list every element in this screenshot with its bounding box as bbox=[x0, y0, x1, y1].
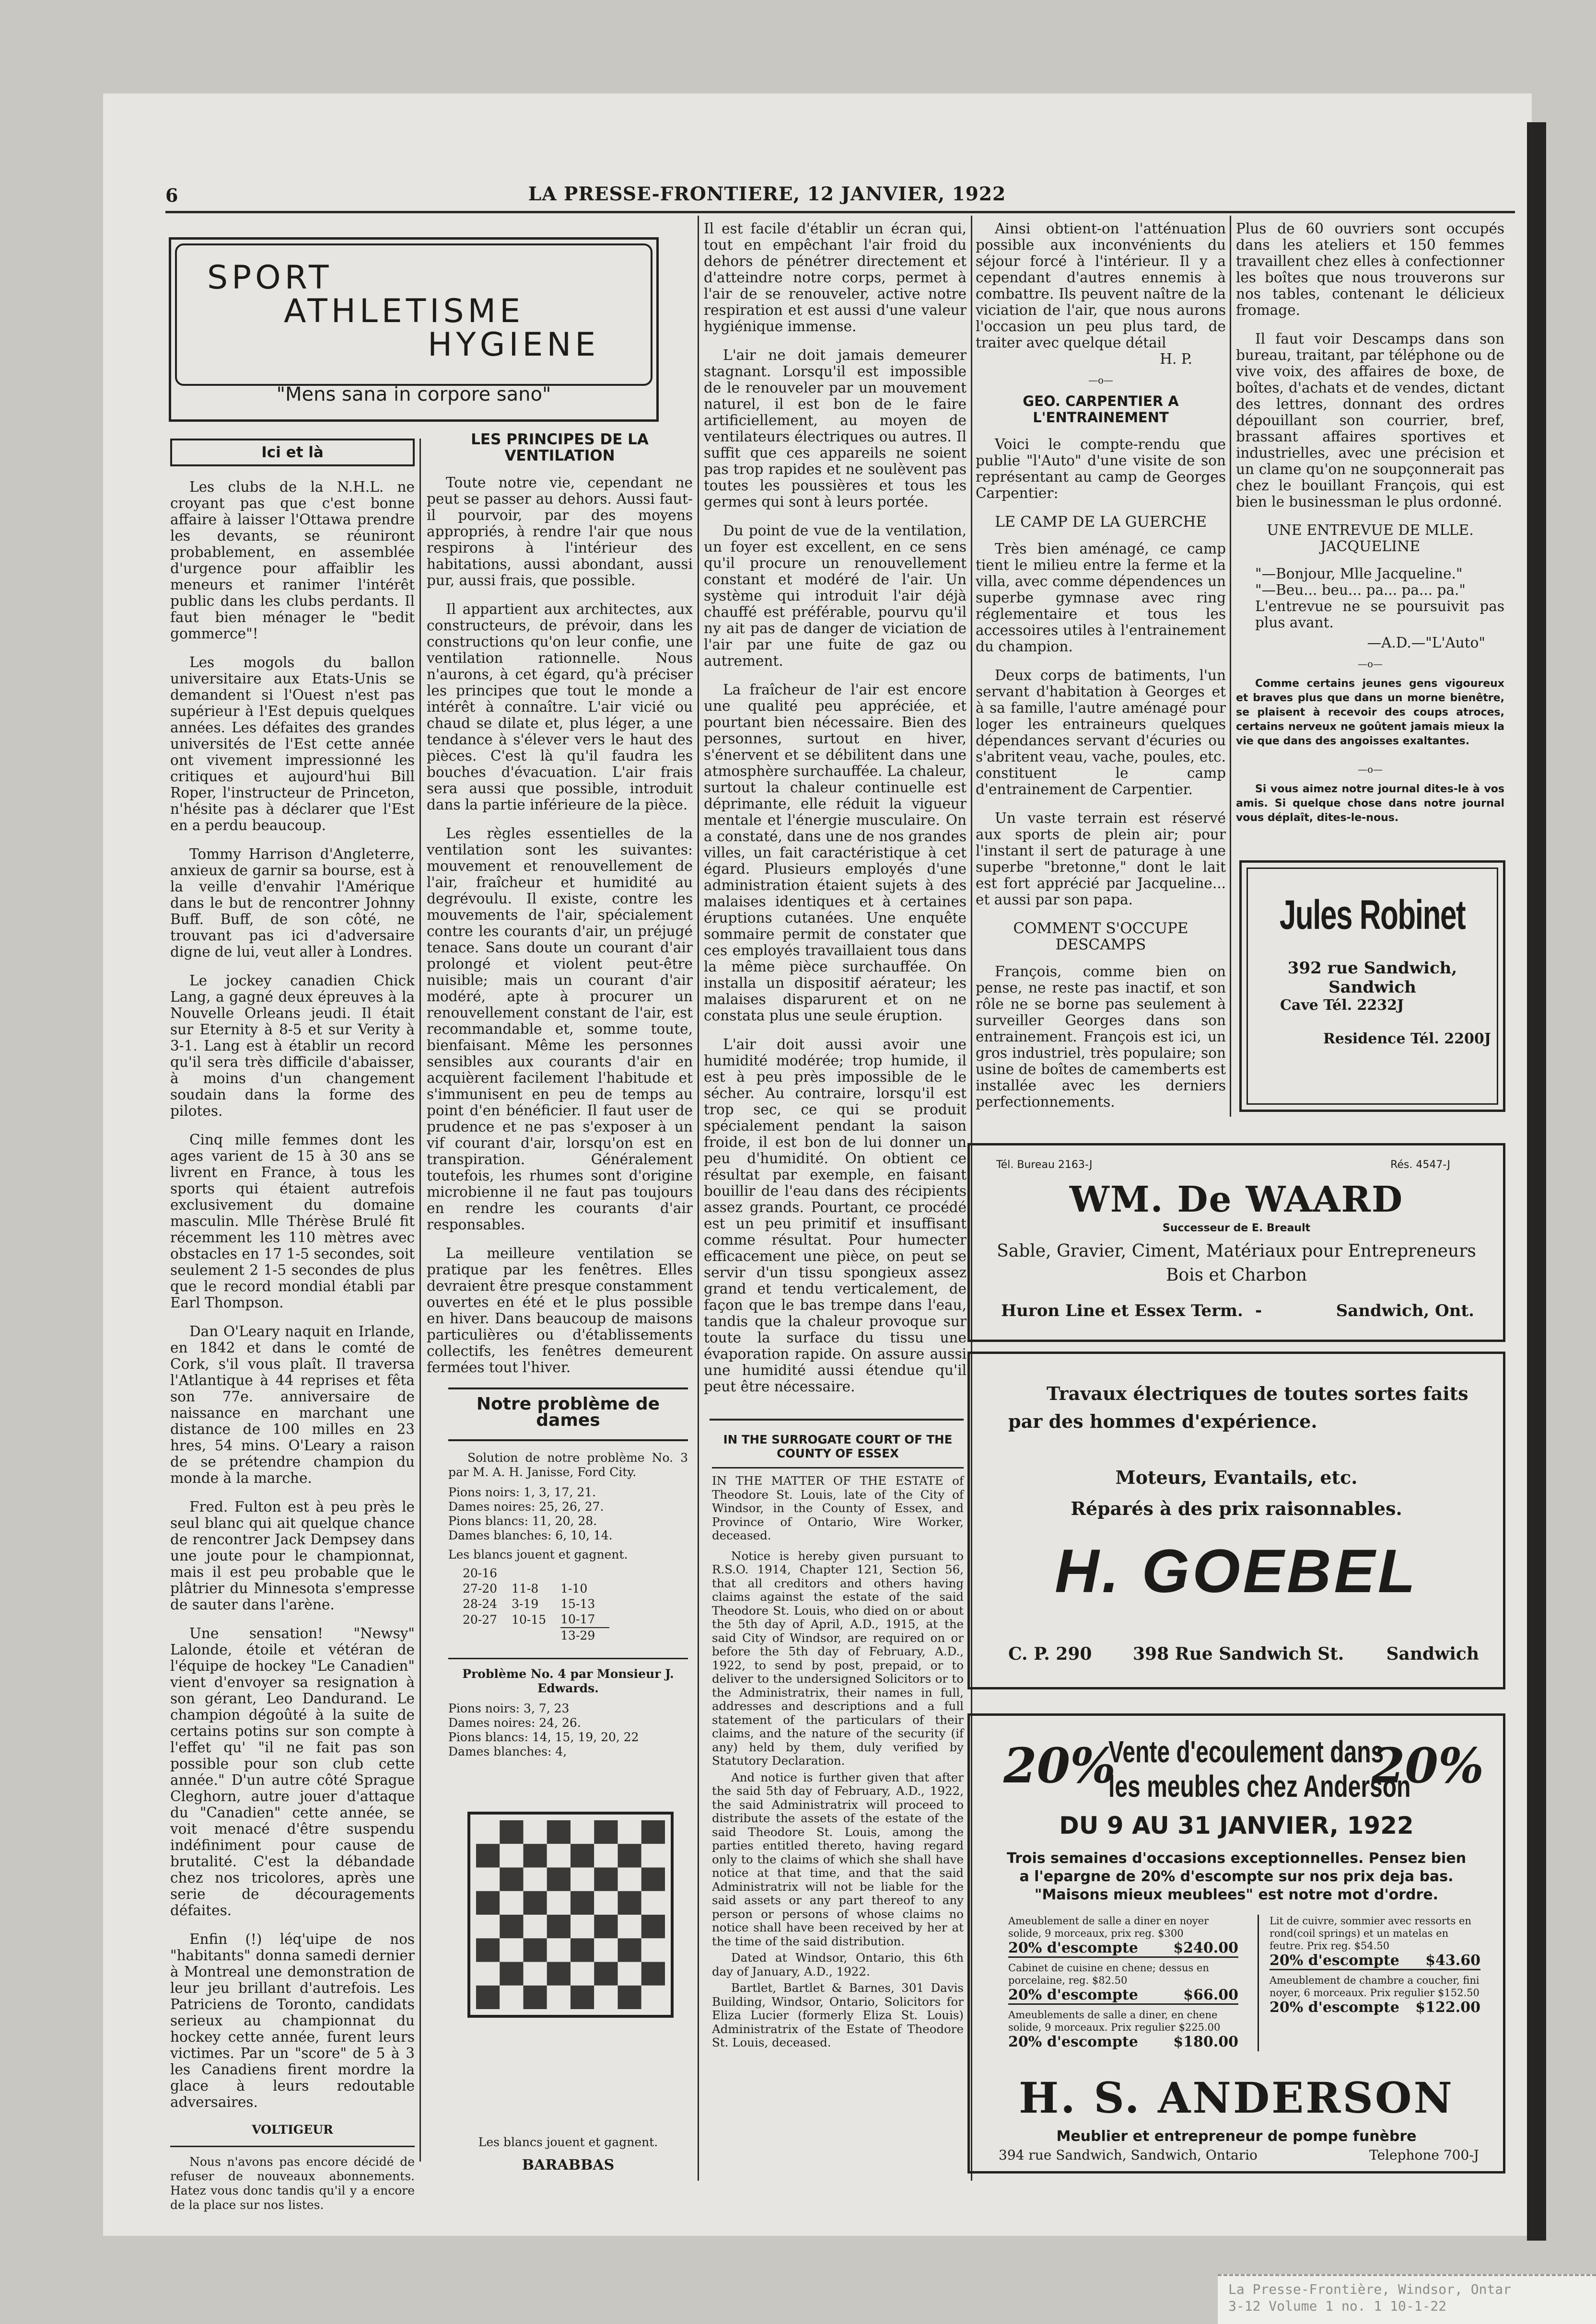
article-paragraph: Un vaste terrain est réservé aux sports de plein air; pour l'instant il sert de paturage à une superbe "bretonne," dont le lait est fort apprécié par Jacqueline... et aussi par son papa. bbox=[976, 810, 1226, 908]
board-square bbox=[618, 1986, 641, 2009]
article-paragraph: Voici le compte-rendu que publie "l'Auto" d'une visite de son représentant au camp de Georges Carpentier: bbox=[976, 436, 1226, 501]
item-price: $240.00 bbox=[1173, 1940, 1238, 1956]
checkers-line: Pions noirs: 1, 3, 17, 21. bbox=[448, 1485, 596, 1499]
note: Si vous aimez notre journal dites-le à vos amis. Si quelque chose dans notre journal vous déplaît, dites-le-nous. bbox=[1236, 783, 1504, 824]
checkers-instruction: Les blancs jouent et gagnent. bbox=[448, 1548, 628, 1561]
problem4-title: Problème No. 4 par Monsieur J. Edwards. bbox=[462, 1667, 674, 1695]
board-square bbox=[618, 1820, 641, 1844]
board-square bbox=[641, 1986, 665, 2009]
legal-heading: IN THE SURROGATE COURT OF THE COUNTY OF ESSEX bbox=[723, 1433, 953, 1460]
article-paragraph: Les mogols du ballon universitaire aux Etats-Unis se demandent si l'Ouest n'est pas supérieur à l'Est depuis quelques années. Les défaites des grandes universités de l'Est cette année ont vivement impressionné les critiques et aujourd'hui Bill Roper, l'instructeur de Princeton, n'hésite pas à déclarer que l'Est en a perdu beaucoup. bbox=[170, 654, 415, 833]
checkers-signature: BARABBAS bbox=[522, 2157, 615, 2174]
page-shadow-edge bbox=[1527, 122, 1546, 2241]
checkers-line: Dames blanches: 6, 10, 14. bbox=[448, 1528, 613, 1542]
anderson-sub2: a l'epargne de 20% d'escompte sur nos prix deja bas. bbox=[1019, 1868, 1454, 1885]
column-rule bbox=[419, 439, 421, 2162]
signature: VOLTIGEUR bbox=[252, 2123, 333, 2137]
item-desc: Lit de cuivre, sommier avec ressorts en rond(coil springs) et un matelas en feutre. Prix reg. $54.50 bbox=[1270, 1915, 1471, 1952]
column-2 bbox=[427, 431, 693, 1388]
note: Comme certains jeunes gens vigoureux et braves plus que dans un morne bienêtre, se plaisent à recevoir des coups atroces, certains nerveux ne goûtent jamais mieux la vie que dans des angoisses exaltantes. bbox=[1236, 678, 1504, 747]
board-square bbox=[571, 1938, 594, 1962]
sport-title-3: HYGIENE bbox=[428, 326, 600, 364]
board-square bbox=[524, 1986, 547, 2009]
board-square bbox=[547, 1962, 571, 1986]
item-price: $122.00 bbox=[1415, 1999, 1480, 2016]
board-square bbox=[547, 1915, 571, 1938]
board-square bbox=[476, 1844, 500, 1867]
article-paragraph: La meilleure ventilation se pratique par les fenêtres. Elles devraient être presque constamment ouvertes en été et le plus possible en hiver. Dans beaucoup de maisons particulières ou d'établissements collectifs, les fenêtres demeurent fermées tout l'hiver. bbox=[427, 1245, 693, 1376]
column-3 bbox=[704, 220, 967, 1407]
item-price: $43.60 bbox=[1425, 1952, 1480, 1969]
archive-label-strip bbox=[1218, 2274, 1596, 2324]
article-paragraph: L'air ne doit jamais demeurer stagnant. Lorsqu'il est impossible de le renouveler par un mouvement naturel, il est bon de le faire artificiellement, au moyen de ventilateurs électriques ou autres. Il suffit que ces appareils ne soient pas trop rapides et ne soulèvent pas toutes les poussières et tous les germes qui sont à leurs portée. bbox=[704, 347, 967, 510]
article-paragraph: Le jockey canadien Chick Lang, a gagné deux épreuves à la Nouvelle Orleans jeudi. Il était sur Eternity à 8-5 et sur Verity à 3-1. Lang est à établir un record qu'il sera très difficile d'abaisser, à moins d'un changement soudain dans la forme des pilotes. bbox=[170, 972, 415, 1119]
board-square bbox=[524, 1938, 547, 1962]
goebel-line4: Réparés à des prix raisonnables. bbox=[1071, 1498, 1402, 1519]
robinet-tel-residence: Residence Tél. 2200J bbox=[1323, 1030, 1491, 1047]
sport-motto: "Mens sana in corpore sano" bbox=[276, 383, 551, 405]
ad-jules-robinet bbox=[1239, 860, 1505, 1112]
board-square bbox=[571, 1868, 594, 1891]
board-square bbox=[500, 1938, 523, 1962]
board-square bbox=[594, 1820, 617, 1844]
anderson-items-left bbox=[1008, 1915, 1238, 2050]
goebel-line3: Moteurs, Evantails, etc. bbox=[1115, 1467, 1358, 1488]
item-price: $66.00 bbox=[1183, 1987, 1238, 2003]
item-price: $180.00 bbox=[1173, 2034, 1238, 2050]
board-square bbox=[571, 1986, 594, 2009]
anderson-pct-right: 20% bbox=[1371, 1737, 1484, 1794]
dewaard-address-right: Sandwich, Ont. bbox=[1336, 1301, 1474, 1320]
masthead: LA PRESSE-FRONTIERE, 12 JANVIER, 1922 bbox=[528, 183, 1006, 205]
board-square bbox=[594, 1868, 617, 1891]
signature: H. P. bbox=[1160, 351, 1192, 367]
item-desc: Ameublements de salle a diner, en chene solide, 9 morceaux. Prix regulier $225.00 bbox=[1008, 2009, 1221, 2033]
board-square bbox=[500, 1868, 523, 1891]
item-discount: 20% d'escompte bbox=[1008, 2034, 1138, 2050]
board-square bbox=[641, 1938, 665, 1962]
sport-header-box bbox=[169, 237, 659, 422]
dewaard-address-left: Huron Line et Essex Term. bbox=[1001, 1301, 1243, 1320]
board-square bbox=[476, 1938, 500, 1962]
article-paragraph: Il faut voir Descamps dans son bureau, traitant, par téléphone ou de vive voix, des affaires de boxe, de boîtes, d'achats et de vendes, dictant des lettres, donnant des ordres dépouillant son courrier, bref, brassant affaires sportives et industrielles, avec une précision et un clame qu'on ne soupçonnerait pas chez le bouillant François, qui est bien le businessman le plus ordonné. bbox=[1236, 331, 1504, 510]
robinet-tel-cave: Cave Tél. 2232J bbox=[1280, 997, 1404, 1014]
board-square bbox=[524, 1820, 547, 1844]
goebel-line2: par des hommes d'expérience. bbox=[1008, 1411, 1317, 1432]
legal-paragraph: Dated at Windsor, Ontario, this 6th day of January, A.D., 1922. bbox=[712, 1951, 964, 1978]
problem4-line: Pions blancs: 14, 15, 19, 20, 22 bbox=[448, 1730, 639, 1744]
checkers-moves-table: 20-16 27-20 11-8 1-10 28-24 3-19 15-13 20-27 10-15 10-17 13-29 bbox=[463, 1566, 609, 1643]
ventilation-heading: LES PRINCIPES DE LA VENTILATION bbox=[471, 431, 649, 464]
subscription-note: Nous n'avons pas encore décidé de refuser de nouveaux abonnements. Hatez vous donc tandis qu'il y a encore de la place sur nos listes. bbox=[170, 2155, 415, 2212]
checkers-line: Dames noires: 25, 26, 27. bbox=[448, 1500, 604, 1514]
column-4: Ainsi obtient-on l'atténuation possible aux inconvénients du séjour forcé à l'intérieur. Il y a cependant d'autres ennemis à combattre. Ils peuvent naître de la viciation de l'air, que nous aurons l'occasion un peu plus tard, de traiter avec quelque détail H. P. —o— GEO. CARPENTIER A L'ENTRAINEMENT Voici le compte-rendu que publie "l'Auto" d'une visite de son représentant au camp de Georges Carpentier: LE CAMP DE LA GUERCHE Très bien aménagé, ce camp tient le milieu entre la ferme et la villa, avec comme dépendences un superbe gymnase avec ring réglementaire et tous les accessoires utiles à l'entrainement du champion. Deux corps de batiments, l'un servant d'habitation à Georges et à sa famille, l'autre aménagé pour loger les entraineurs quelques dépendances servant d'écuries ou s'abritent veau, vache, poules, etc. constituent le camp d'entrainement de Carpentier. Un vaste terrain est réservé aux sports de plein air; pour l'instant il sert de paturage à une superbe "bretonne," dont le lait est fort apprécié par Jacqueline... et aussi par son papa. COMMENT S'OCCUPE DESCAMPS François, comme bien on pense, ne reste pas inactif, et son rôle ne se borne pas seulement à surveiller Georges dans son entrainement. François est ici, un gros industriel, très populaire; son usine de boîtes de camemberts est installée avec les derniers perfectionnements. bbox=[976, 220, 1226, 1110]
checkers-section bbox=[448, 1387, 688, 1759]
board-square bbox=[524, 1868, 547, 1891]
board-square bbox=[547, 1820, 571, 1844]
board-square bbox=[476, 1915, 500, 1938]
dewaard-line2: Bois et Charbon bbox=[1165, 1265, 1307, 1285]
board-square bbox=[641, 1915, 665, 1938]
descamps-subheading: COMMENT S'OCCUPE DESCAMPS bbox=[1013, 920, 1188, 953]
board-square bbox=[571, 1891, 594, 1915]
board-square bbox=[524, 1844, 547, 1867]
column-1-heading: Ici et là bbox=[170, 439, 415, 466]
article-paragraph: La fraîcheur de l'air est encore une qualité peu appréciée, et pourtant bien nécessaire. Bien des personnes, surtout en hiver, s'énervent et se débilitent dans une atmosphère surchauffée. La chaleur, surtout la chaleur continuelle est déprimante, elle réduit la vigueur mentale et l'énergie musculaire. On a constaté, dans une de nos grandes villes, un fait caractéristique à cet égard. Plusieurs employés d'une administration étaient sujets à des malaises identiques et à certaines éruptions cutanées. Une enquête sommaire permit de constater que ces employés travaillaient tous dans la même pièce surchauffée. On installa un dispositif aérateur; les malaises disparurent et on ne constata plus une seule éruption. bbox=[704, 682, 967, 1024]
item-desc: Ameublement de chambre a coucher, fini noyer, 6 morceaux. Prix regulier $152.50 bbox=[1270, 1975, 1480, 1999]
article-paragraph: Plus de 60 ouvriers sont occupés dans les ateliers et 150 femmes travaillent chez elles à confectionner les boîtes que nous trouverons sur nos tables, contenant le délicieux fromage. bbox=[1236, 220, 1504, 318]
board-square bbox=[500, 1820, 523, 1844]
board-square bbox=[618, 1868, 641, 1891]
dewaard-line1: Sable, Gravier, Ciment, Matériaux pour Entrepreneurs bbox=[997, 1241, 1476, 1261]
board-square bbox=[571, 1844, 594, 1867]
board-square bbox=[618, 1891, 641, 1915]
board-square bbox=[547, 1868, 571, 1891]
board-square bbox=[618, 1938, 641, 1962]
board-square bbox=[547, 1891, 571, 1915]
article-paragraph: L'air doit aussi avoir une humidité modérée; trop humide, il est à peu près impossible de le sécher. Au contraire, lorsqu'il est trop sec, ce qui se produit spécialement pendant la saison froide, il est bon de lui donner un peu d'humidité. On obtient ce résultat par exemple, en faisant bouillir de l'eau dans des récipients assez grands. Pourtant, ce procédé est un peu primitif et insuffisant comme résultat. Pour humecter efficacement une pièce, on peut se servir d'un tissu spongieux assez grand et tendu verticalement, de façon que le bas trempe dans l'eau, tandis que la chaleur provoque sur toute la surface du tissu une évaporation rapide. On assure aussi une humidité aussi étendue qu'il peut être nécessaire. bbox=[704, 1036, 967, 1395]
article-paragraph: Toute notre vie, cependant ne peut se passer au dehors. Aussi faut-il pourvoir, par des moyens appropriés, à rendre l'air que nous respirons à l'intérieur des habitations, aussi abondant, aussi pur, aussi frais, que possible. bbox=[427, 474, 693, 589]
board-square bbox=[476, 1868, 500, 1891]
archive-label-line: 3-12 Volume 1 no. 1 10-1-22 bbox=[1228, 2298, 1447, 2314]
checkers-caption: Les blancs jouent et gagnent. bbox=[478, 2135, 658, 2149]
column-rule bbox=[1230, 216, 1231, 1117]
board-square bbox=[594, 1891, 617, 1915]
legal-paragraph: Notice is hereby given pursuant to R.S.O. 1914, Chapter 121, Section 56, that all creditors and others having claims against the estate of the said Theodore St. Louis, who died on or about the 5th day of April, A.D., 1915, at the said City of Windsor, are required on or before the 5th day of February, A.D., 1922, to send by post, prepaid, or to deliver to the undersigned Solicitors or to the Administratrix, their names in full, addresses and descriptions and a full statement of the particulars of their claims, and the nature of the security (if any) held by them, duly verified by Statutory Declaration. bbox=[712, 1549, 964, 1768]
article-paragraph: Il est facile d'établir un écran qui, tout en empêchant l'air froid du dehors de pénétrer directement et d'atteindre notre corps, permet à l'air de se renouveler, active notre respiration et est aussi d'une valeur hygiénique immense. bbox=[704, 220, 967, 335]
board-square bbox=[594, 1915, 617, 1938]
dewaard-tel-office: Tél. Bureau 2163-J bbox=[996, 1159, 1093, 1171]
board-square bbox=[594, 1962, 617, 1986]
board-square bbox=[571, 1820, 594, 1844]
jacqueline-heading: UNE ENTREVUE DE MLLE. JACQUELINE bbox=[1267, 522, 1474, 555]
anderson-dates: DU 9 AU 31 JANVIER, 1922 bbox=[1059, 1812, 1414, 1839]
dewaard-dash: - bbox=[1255, 1301, 1262, 1320]
checkers-board bbox=[467, 1812, 674, 2018]
page-number: 6 bbox=[165, 185, 178, 206]
problem4-line: Pions noirs: 3, 7, 23 bbox=[448, 1701, 570, 1715]
item-desc: Ameublement de salle a diner en noyer solide, 9 morceaux, prix reg. $300 bbox=[1008, 1915, 1209, 1939]
robinet-name: Jules Robinet bbox=[1279, 892, 1466, 938]
legal-paragraph: Bartlet, Bartlet & Barnes, 301 Davis Building, Windsor, Ontario, Solicitors for Eliza Lucier (formerly Eliza St. Louis) Administratrix of the Estate of Theodore St. Louis, deceased. bbox=[712, 1981, 964, 2049]
dewaard-name: WM. De WAARD bbox=[1069, 1179, 1404, 1220]
dialogue-line: "—Bonjour, Mlle Jacqueline." bbox=[1255, 566, 1463, 582]
legal-notice bbox=[712, 1433, 964, 2050]
column-1 bbox=[170, 439, 415, 2225]
board-square bbox=[476, 1962, 500, 1986]
board-square bbox=[547, 1938, 571, 1962]
board-square bbox=[500, 1844, 523, 1867]
article-paragraph: Cinq mille femmes dont les ages varient de 15 à 30 ans se livrent en France, à tous les sports qui étaient autrefois exclusivement du domaine masculin. Mlle Thérèse Brulé fit récemment les 110 mètres avec obstacles en 17 1-5 secondes, soit seulement 2 1-5 secondes de plus que le record mondial établi par Earl Thompson. bbox=[170, 1132, 415, 1311]
anderson-subtitle: Meublier et entrepreneur de pompe funèbre bbox=[1056, 2128, 1417, 2145]
goebel-name: H. GOEBEL bbox=[1054, 1537, 1419, 1606]
archive-label-line: La Presse-Frontière, Windsor, Ontar bbox=[1228, 2281, 1512, 2297]
header-rule bbox=[165, 211, 1515, 213]
board-square bbox=[641, 1868, 665, 1891]
item-desc: Cabinet de cuisine en chene; dessus en porcelaine, reg. $82.50 bbox=[1008, 1962, 1209, 1986]
board-square bbox=[476, 1891, 500, 1915]
article-paragraph: Dan O'Leary naquit en Irlande, en 1842 et dans le comté de Cork, s'il vous plaît. Il traversa l'Atlantique à 44 reprises et fêta son 77e. anniversaire de naissance en marchant une distance de 100 milles en 23 hres, 54 mins. O'Leary a raison de se prétendre champion du monde à la marche. bbox=[170, 1323, 415, 1486]
article-paragraph: Il appartient aux architectes, aux constructeurs, de prévoir, dans les constructions qu'on leur confie, une ventilation rationnelle. Nous n'aurons, à cet égard, qu'à préciser les principes que tout le monde a intérêt à connaître. L'air vicié ou chaud se dilate et, plus léger, a une tendance à s'élever vers le haut des pièces. C'est là qu'il faudra les bouches d'évacuation. L'air frais sera aussi que possible, introduit dans la partie inférieure de la pièce. bbox=[427, 601, 693, 813]
goebel-cp: C. P. 290 bbox=[1008, 1644, 1092, 1664]
board-square bbox=[641, 1820, 665, 1844]
anderson-pct-left: 20% bbox=[1003, 1737, 1116, 1794]
board-square bbox=[500, 1891, 523, 1915]
board-square bbox=[571, 1915, 594, 1938]
camp-subheading: LE CAMP DE LA GUERCHE bbox=[994, 513, 1207, 531]
board-square bbox=[641, 1962, 665, 1986]
article-paragraph: Tommy Harrison d'Angleterre, anxieux de garnir sa bourse, est à la veille d'envahir l'Amérique dans le but de rencontrer Johnny Buff. Buff, de son côté, ne trouvant pas ici d'adversaire digne de lui, veut aller à Londres. bbox=[170, 846, 415, 960]
article-paragraph: Très bien aménagé, ce camp tient le milieu entre la ferme et la villa, avec comme dépendences un superbe gymnase avec ring réglementaire et tous les accessoires utiles à l'entrainement du champion. bbox=[976, 541, 1226, 655]
anderson-sub1: Trois semaines d'occasions exceptionnelles. Pensez bien bbox=[1006, 1850, 1467, 1867]
problem4-line: Dames blanches: 4, bbox=[448, 1745, 567, 1758]
article-paragraph: Du point de vue de la ventilation, un foyer est excellent, en ce sens qu'il procure un renouvellement constant et modéré de l'air. Un système qui introduit l'air déjà chauffé est préférable, pourvu qu'il ny ait pas de danger de viciation de l'air par une fuite de gaz ou autrement. bbox=[704, 522, 967, 669]
section-rule bbox=[710, 1419, 964, 1421]
ad-de-waard bbox=[967, 1143, 1505, 1342]
legal-matter: IN THE MATTER OF THE ESTATE of Theodore St. Louis, late of the City of Windsor, in the County of Essex, and Province of Ontario, Wire Worker, deceased. bbox=[712, 1474, 964, 1542]
problem4-line: Dames noires: 24, 26. bbox=[448, 1716, 581, 1730]
article-paragraph: Ainsi obtient-on l'atténuation possible aux inconvénients du séjour forcé à l'intérieur. Il y a cependant d'autres ennemis à combattre. Ils peuvent naître de la viciation de l'air, que nous aurons l'occasion un peu plus tard, de traiter avec quelque détail bbox=[976, 220, 1226, 351]
anderson-name: H. S. ANDERSON bbox=[1019, 2073, 1454, 2123]
board-square bbox=[571, 1962, 594, 1986]
dewaard-successor: Successeur de E. Breault bbox=[1162, 1222, 1311, 1234]
dewaard-tel-residence: Rés. 4547-J bbox=[1390, 1159, 1450, 1171]
article-paragraph: Deux corps de batiments, l'un servant d'habitation à Georges et à sa famille, l'autre aménagé pour loger les entraineurs quelques dépendances servant d'écuries ou s'abritent veau, vache, poules, etc. constituent le camp d'entrainement de Carpentier. bbox=[976, 667, 1226, 798]
board-square bbox=[500, 1962, 523, 1986]
board-square bbox=[594, 1844, 617, 1867]
goebel-line1: Travaux électriques de toutes sortes faits bbox=[1047, 1383, 1468, 1404]
board-square bbox=[524, 1962, 547, 1986]
board-square bbox=[594, 1986, 617, 2009]
anderson-items-right bbox=[1270, 1915, 1480, 2016]
anderson-sub3: "Maisons mieux meublees" est notre mot d'ordre. bbox=[1034, 1886, 1439, 1903]
board-square bbox=[524, 1891, 547, 1915]
anderson-address: 394 rue Sandwich, Sandwich, Ontario bbox=[999, 2147, 1258, 2163]
ad-goebel bbox=[967, 1352, 1505, 1689]
item-discount: 20% d'escompte bbox=[1008, 1940, 1138, 1956]
article-paragraph: Une sensation! "Newsy" Lalonde, étoile et vétéran de l'équipe de hockey "Le Canadien" vient d'envoyer sa resignation à son gérant, Leo Dandurand. Le champion dégoûté à la suite de certains potins sur son compte à l'effet qu' "il ne fait pas son possible pour son club cette année." D'un autre côté Sprague Cleghorn, autre jouer d'attaque du "Canadien" cette année, se voit menacé d'être suspendu indéfiniment pour cause de brutalité. C'est la débandade chez nos tricolores, après une serie de découragements défaites. bbox=[170, 1625, 415, 1919]
checkers-heading: Notre problème de dames bbox=[476, 1394, 660, 1430]
board-square bbox=[524, 1915, 547, 1938]
board-square bbox=[641, 1844, 665, 1867]
anderson-telephone: Telephone 700-J bbox=[1369, 2147, 1479, 2163]
checkers-line: Pions blancs: 11, 20, 28. bbox=[448, 1514, 597, 1528]
board-square bbox=[547, 1986, 571, 2009]
checkers-solution-intro: Solution de notre problème No. 3 par M. A. H. Janisse, Ford City. bbox=[448, 1451, 688, 1479]
article-paragraph: Les clubs de la N.H.L. ne croyant pas que c'est bonne affaire à laisser l'Ottawa prendre les devants, se réuniront probablement, en assemblée d'urgence pour affaiblir les meneurs et ranimer l'intérêt public dans les clubs perdants. Il faut bien ménager le "bedit gommerce"! bbox=[170, 479, 415, 642]
signature: —A.D.—"L'Auto" bbox=[1367, 635, 1485, 651]
board-square bbox=[594, 1938, 617, 1962]
article-paragraph: Fred. Fulton est à peu près le seul blanc qui ait quelque chance de rencontrer Jack Dempsey dans une joute pour le championnat, mais il est peu probable que le plâtrier du Minnesota s'empresse de sauter dans l'arène. bbox=[170, 1499, 415, 1613]
item-discount: 20% d'escompte bbox=[1270, 1952, 1399, 1969]
legal-paragraph: And notice is further given that after the said 5th day of February, A.D., 1922, the said Administratrix will proceed to distribute the assets of the estate of the said Theodore St. Louis, among the parties entitled thereto, having regard only to the claims of which she shall have notice at that time, and that the said Administratrix will not be liable for the said assets or any part thereof to any person or persons of whose claims no notice shall have been received by her at the time of the said distribution. bbox=[712, 1770, 964, 1948]
sport-title-2: ATHLETISME bbox=[284, 292, 524, 330]
board-square bbox=[476, 1986, 500, 2009]
goebel-town: Sandwich bbox=[1386, 1644, 1479, 1664]
article-paragraph: François, comme bien on pense, ne reste pas inactif, et son rôle ne se borne pas seulement à surveiller Georges dans son entrainement. François est ici, un gros industriel, très populaire; son usine de boîtes de camemberts est installée avec les derniers perfectionnements. bbox=[976, 963, 1226, 1110]
board-square bbox=[547, 1844, 571, 1867]
checkers-board-grid bbox=[476, 1820, 665, 2009]
board-square bbox=[476, 1820, 500, 1844]
dialogue-line: "—Beu... beu... pa... pa... pa." bbox=[1255, 582, 1466, 598]
robinet-address: 392 rue Sandwich, Sandwich bbox=[1287, 959, 1457, 997]
board-square bbox=[618, 1844, 641, 1867]
anderson-title-1: Vente d'ecoulement dans bbox=[1108, 1734, 1384, 1769]
dialogue-line: L'entrevue ne se poursuivit pas plus avant. bbox=[1255, 598, 1504, 631]
ad-anderson bbox=[967, 1713, 1505, 2174]
article-paragraph: Les règles essentielles de la ventilation sont les suivantes: mouvement et renouvellement de l'air, fraîcheur et humidité au degrévoulu. Il existe, contre les mouvements de l'air, spécialement contre les courants d'air, un préjugé tenace. Sans doute un courant d'air prolongé et violent peut-être nuisible; mais un courant d'air modéré, apte à procurer un renouvellement constant de l'air, est recommandable et, somme toute, bienfaisant. Même les personnes sensibles aux courants d'air en acquièrent facilement l'habitude et s'immunisent en peu de temps au point d'en bénéficier. Il faut user de prudence et ne pas s'exposer à un vif courant d'air, lorsqu'on est en transpiration. Généralement toutefois, les rhumes sont d'origine microbienne il ne faut pas toujours en rendre les courants d'air responsables. bbox=[427, 825, 693, 1233]
item-discount: 20% d'escompte bbox=[1270, 1999, 1399, 2016]
column-rule bbox=[698, 216, 699, 2181]
board-square bbox=[500, 1986, 523, 2009]
board-square bbox=[641, 1891, 665, 1915]
article-paragraph: Enfin (!) léq'uipe de nos "habitants" donna samedi dernier à Montreal une demonstration de leur jeu brillant d'autrefois. Les Patriciens de Toronto, candidats serieux au championnat du hockey cette année, furent leurs victimes. Par un "score" de 5 à 3 les Canadiens firent mordre la glace à leurs redoutable adversaires. bbox=[170, 1931, 415, 2110]
sport-title-1: SPORT bbox=[207, 259, 333, 297]
item-discount: 20% d'escompte bbox=[1008, 1987, 1138, 2003]
carpentier-heading: GEO. CARPENTIER A L'ENTRAINEMENT bbox=[1023, 393, 1179, 426]
column-5: Plus de 60 ouvriers sont occupés dans les ateliers et 150 femmes travaillent chez elles à confectionner les boîtes que nous trouverons sur nos tables, contenant le délicieux fromage. Il faut voir Descamps dans son bureau, traitant, par téléphone ou de vive voix, des affaires de boxe, de boîtes, d'achats et de vendes, dictant des lettres, donnant des ordres dépouillant son courrier, bref, brassant affaires sportives et industrielles, avec une précision et un clame qu'on ne soupçonnerait pas chez le bouillant François, qui est bien le businessman le plus ordonné. UNE ENTREVUE DE MLLE. JACQUELINE "—Bonjour, Mlle Jacqueline." "—Beu... beu... pa... pa... pa." L'entrevue ne se poursuivit pas plus avant. —A.D.—"L'Auto" —o— Comme certains jeunes gens vigoureux et braves plus que dans un morne bienêtre, se plaisent à recevoir des coups atroces, certains nerveux ne goûtent jamais mieux la vie que dans des angoisses exaltantes. —o— Si vous aimez notre journal dites-le à vos amis. Si quelque chose dans notre journal vous déplaît, dites-le-nous. bbox=[1236, 220, 1504, 838]
board-square bbox=[500, 1915, 523, 1938]
anderson-title-2: les meubles chez Anderson bbox=[1108, 1769, 1411, 1804]
board-square bbox=[618, 1962, 641, 1986]
goebel-street: 398 Rue Sandwich St. bbox=[1133, 1644, 1344, 1664]
board-square bbox=[618, 1915, 641, 1938]
